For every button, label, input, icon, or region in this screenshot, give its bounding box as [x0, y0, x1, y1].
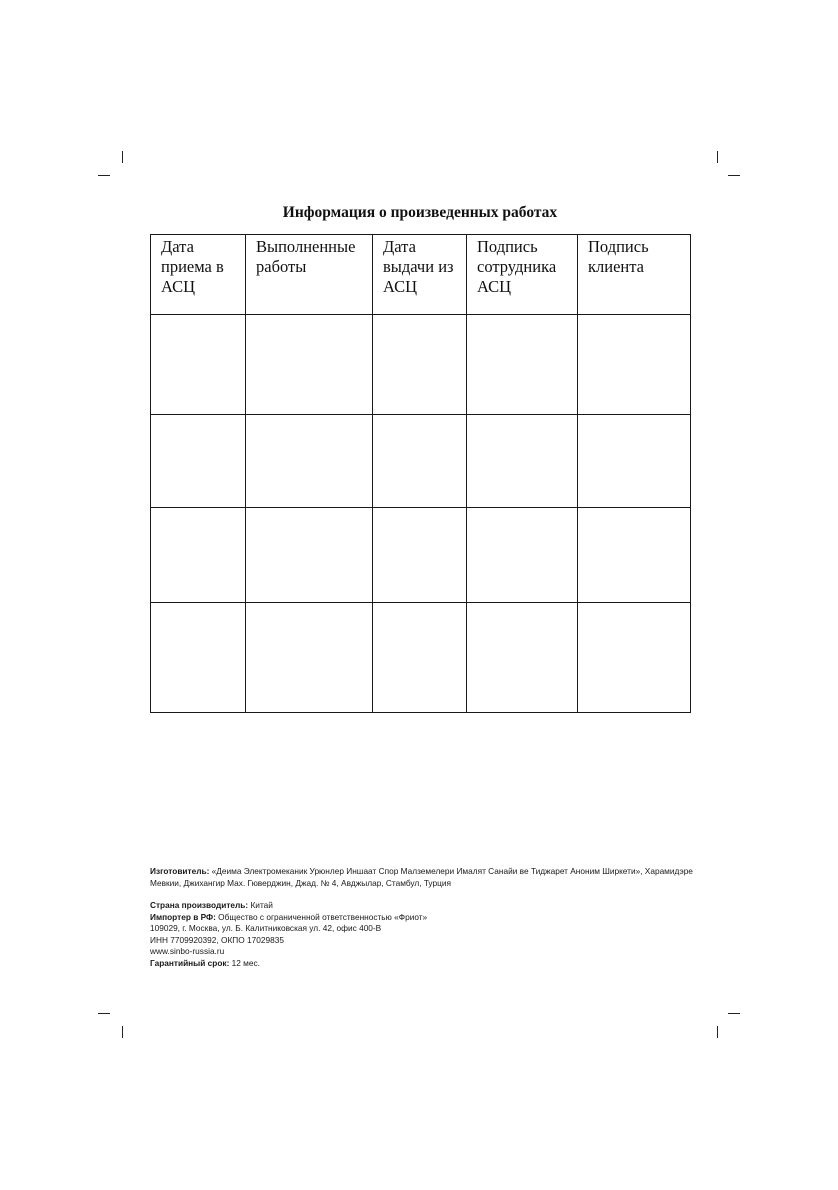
table-cell[interactable] [151, 508, 246, 603]
work-records-table [150, 234, 691, 713]
crop-mark-top-right-h [728, 175, 740, 176]
header-employee-signature: Подпись сотрудника АСЦ [467, 235, 578, 315]
crop-mark-bottom-left-h [98, 1013, 110, 1014]
table-cell[interactable] [467, 603, 578, 713]
table-row [151, 315, 691, 415]
website-link[interactable]: www.sinbo-russia.ru [150, 946, 225, 956]
table-header-row [151, 235, 691, 315]
header-date-received: Дата приема в АСЦ [151, 235, 246, 315]
table-cell[interactable] [578, 603, 691, 713]
table-cell[interactable] [246, 603, 373, 713]
country-value: Китай [248, 900, 273, 910]
table-cell[interactable] [373, 508, 467, 603]
table-cell[interactable] [578, 415, 691, 508]
table-row [151, 415, 691, 508]
warranty-value: 12 мес. [229, 957, 260, 968]
table-cell[interactable] [578, 508, 691, 603]
table-cell[interactable] [246, 315, 373, 415]
manufacturer-label: Изготовитель: [150, 866, 210, 876]
crop-mark-top-left-h [98, 175, 110, 176]
table-cell[interactable] [151, 603, 246, 713]
manufacturer-value: «Деима Электромеканик Урюнлер Иншаат Спор Малземелери Ималят Санайи ве Тиджарет Аноним Ширкети», Харамидэре Мевкии, Джихангир Мах. Гюверджин, Джад. № 4, Авджылар, Стамбул, Турция [150, 866, 693, 888]
crop-mark-bottom-right-h [728, 1013, 740, 1014]
table-cell[interactable] [467, 315, 578, 415]
header-client-signature: Подпись клиента [578, 235, 691, 315]
crop-mark-bottom-right-v [717, 1026, 718, 1038]
page-title: Информация о произведенных работах [282, 204, 558, 221]
table-row [151, 603, 691, 713]
table-cell[interactable] [246, 415, 373, 508]
table-cell[interactable] [467, 508, 578, 603]
table-cell[interactable] [373, 315, 467, 415]
warranty-label: Гарантийный срок: [150, 957, 230, 968]
footer-info [150, 866, 710, 969]
table-cell[interactable] [373, 603, 467, 713]
table-cell[interactable] [578, 315, 691, 415]
manufacturer-line [150, 866, 710, 889]
header-work-performed: Выполненные работы [246, 235, 373, 315]
importer-address: 109029, г. Москва, ул. Б. Калитниковская ул. 42, офис 400-В [150, 923, 382, 933]
table-cell[interactable] [151, 415, 246, 508]
table-cell[interactable] [151, 315, 246, 415]
table-row [151, 508, 691, 603]
crop-mark-bottom-left-v [122, 1026, 123, 1038]
table-cell[interactable] [373, 415, 467, 508]
warranty-line [150, 958, 710, 970]
crop-mark-top-right-v [717, 151, 718, 163]
crop-mark-top-left-v [122, 151, 123, 163]
country-label: Страна производитель: [150, 900, 249, 910]
importer-line [150, 912, 710, 924]
importer-label: Импортер в РФ: [150, 911, 216, 922]
importer-value: Общество с ограниченной ответственностью «Фриот» [215, 911, 428, 922]
table-cell[interactable] [467, 415, 578, 508]
header-date-issued: Дата выдачи из АСЦ [373, 235, 467, 315]
importer-inn: ИНН 7709920392, ОКПО 17029835 [150, 934, 284, 945]
country-line [150, 900, 710, 912]
table-cell[interactable] [246, 508, 373, 603]
